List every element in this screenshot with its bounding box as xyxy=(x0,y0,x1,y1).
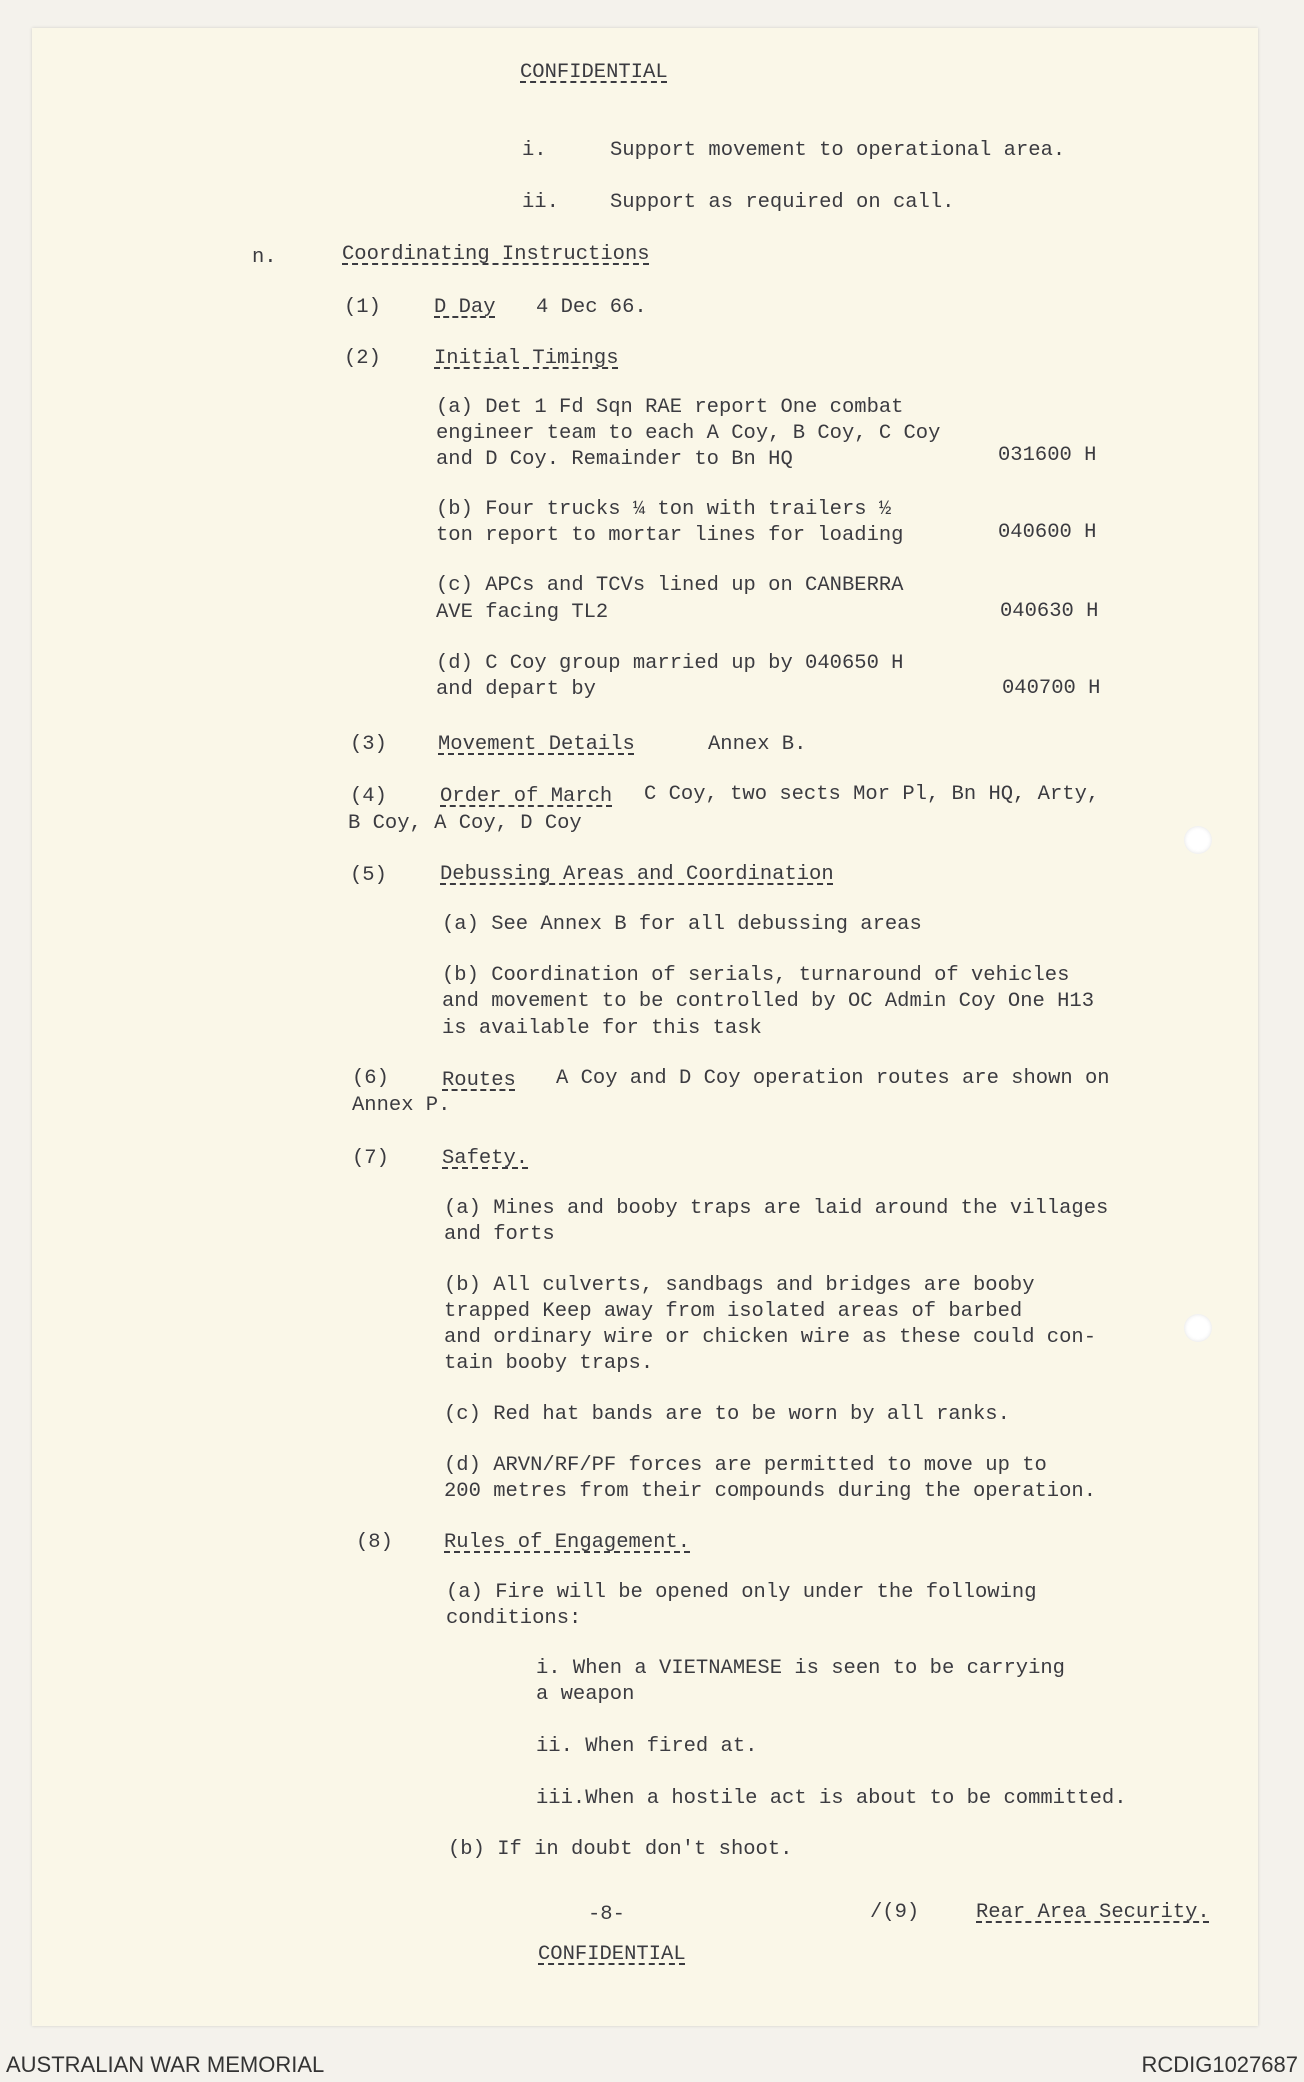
punch-hole xyxy=(1184,1314,1212,1342)
p7-b-line1: (b) All culverts, sandbags and bridges are booby xyxy=(444,1274,1035,1297)
p1-title: D Day xyxy=(434,296,496,319)
p2-a-time: 031600 H xyxy=(998,444,1097,467)
p2-title: Initial Timings xyxy=(434,347,619,370)
page-number: -8- xyxy=(588,1903,625,1926)
p2-a-line3: and D Coy. Remainder to Bn HQ xyxy=(436,448,793,471)
p6-num: (6) xyxy=(352,1067,389,1090)
p4-title: Order of March xyxy=(440,785,613,808)
p4-text: C Coy, two sects Mor Pl, Bn HQ, Arty, xyxy=(644,783,1100,806)
p7-a-line1: (a) Mines and booby traps are laid around the villages xyxy=(444,1197,1109,1220)
archive-label: AUSTRALIAN WAR MEMORIAL xyxy=(6,2052,325,2077)
p7-c: (c) Red hat bands are to be worn by all ranks. xyxy=(444,1403,1010,1426)
p2-b-line1: (b) Four trucks ¼ ton with trailers ½ xyxy=(436,498,892,521)
p8-i-line1: i. When a VIETNAMESE is seen to be carrying xyxy=(536,1657,1065,1680)
p5-b-line1: (b) Coordination of serials, turnaround of vehicles xyxy=(442,964,1070,987)
p6-text: A Coy and D Coy operation routes are shown on xyxy=(556,1067,1110,1090)
footer-confidential: CONFIDENTIAL xyxy=(538,1943,686,1966)
section-n-label: n. xyxy=(252,246,277,269)
p7-b-line3: and ordinary wire or chicken wire as these could con- xyxy=(444,1326,1097,1349)
p5-title: Debussing Areas and Coordination xyxy=(440,863,834,886)
p4-num: (4) xyxy=(350,785,387,808)
support-i-num: i. xyxy=(522,139,547,162)
p8-a-line2: conditions: xyxy=(446,1607,582,1630)
support-i-text: Support movement to operational area. xyxy=(610,139,1066,162)
p5-a: (a) See Annex B for all debussing areas xyxy=(442,913,922,936)
p2-c-line1: (c) APCs and TCVs lined up on CANBERRA xyxy=(436,574,904,597)
p8-iii: iii.When a hostile act is about to be committed. xyxy=(536,1787,1127,1810)
archive-id: RCDIG1027687 xyxy=(1141,2052,1298,2077)
p2-num: (2) xyxy=(344,347,381,370)
p7-b-line4: tain booby traps. xyxy=(444,1352,654,1375)
p5-b-line2: and movement to be controlled by OC Admin Coy One H13 xyxy=(442,990,1095,1013)
p8-i-line2: a weapon xyxy=(536,1683,635,1706)
p3-text: Annex B. xyxy=(708,733,807,756)
support-ii-num: ii. xyxy=(522,191,559,214)
p5-num: (5) xyxy=(350,864,387,887)
p7-b-line2: trapped Keep away from isolated areas of barbed xyxy=(444,1300,1023,1323)
header-confidential: CONFIDENTIAL xyxy=(520,61,668,84)
p3-title: Movement Details xyxy=(438,733,635,756)
support-ii-text: Support as required on call. xyxy=(610,191,955,214)
next-para-num: /(9) xyxy=(870,1901,920,1924)
p2-a-line1: (a) Det 1 Fd Sqn RAE report One combat xyxy=(436,396,904,419)
p7-d-line1: (d) ARVN/RF/PF forces are permitted to move up to xyxy=(444,1454,1047,1477)
p8-b: (b) If in doubt don't shoot. xyxy=(448,1838,793,1861)
next-para-title: Rear Area Security. xyxy=(976,1901,1210,1924)
p2-d-line1: (d) C Coy group married up by 040650 H xyxy=(436,652,904,675)
p3-num: (3) xyxy=(350,733,387,756)
p7-d-line2: 200 metres from their compounds during the operation. xyxy=(444,1480,1097,1503)
p6-text2: Annex P. xyxy=(352,1094,451,1117)
punch-hole xyxy=(1184,826,1212,854)
p5-b-line3: is available for this task xyxy=(442,1017,762,1040)
p2-a-line2: engineer team to each A Coy, B Coy, C Coy xyxy=(436,422,941,445)
p2-c-line2: AVE facing TL2 xyxy=(436,601,609,624)
p2-b-time: 040600 H xyxy=(998,521,1097,544)
p2-b-line2: ton report to mortar lines for loading xyxy=(436,524,904,547)
section-n-title: Coordinating Instructions xyxy=(342,243,650,266)
p2-d-line2: and depart by xyxy=(436,678,596,701)
p2-c-time: 040630 H xyxy=(1000,600,1099,623)
p7-num: (7) xyxy=(352,1147,389,1170)
p8-num: (8) xyxy=(356,1531,393,1554)
p7-a-line2: and forts xyxy=(444,1223,555,1246)
p2-d-time: 040700 H xyxy=(1002,677,1101,700)
p4-text2: B Coy, A Coy, D Coy xyxy=(348,812,582,835)
p8-ii: ii. When fired at. xyxy=(536,1735,758,1758)
p8-title: Rules of Engagement. xyxy=(444,1531,691,1554)
p1-num: (1) xyxy=(344,296,381,319)
p8-a-line1: (a) Fire will be opened only under the following xyxy=(446,1581,1037,1604)
p1-text: 4 Dec 66. xyxy=(536,296,647,319)
p6-title: Routes xyxy=(442,1069,516,1092)
p7-title: Safety. xyxy=(442,1147,529,1170)
